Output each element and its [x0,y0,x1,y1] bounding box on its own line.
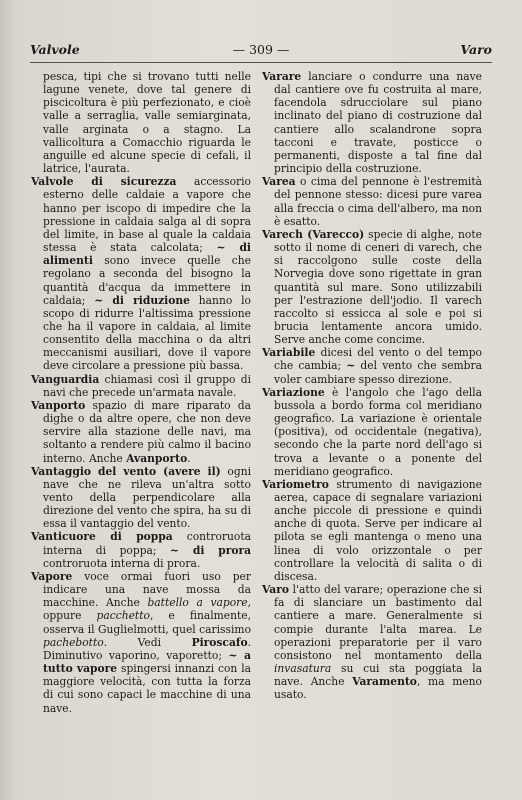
headword: Vanporto [31,398,86,412]
entry-varea: Varea o cima del pennone è l'estremità del pennone stesso: dicesi pure varea alla freccia o cima dell'albero, ma non è esatto. [262,175,482,228]
header-last-entry: Varo [460,42,492,57]
headword: Vantaggio del vento (avere il) [31,464,221,478]
entry-varech: Varech (Varecco) specie di alghe, note sotto il nome di ceneri di varech, che si raccolgono sulle coste della Norvegia dove sono rigettate in gran quantità sul mare. Sono utilizzabili per l'estrazione dell'jodio. Il varech raccolto si essicca al sole e poi si brucia lentamente ancora umido. Serve anche come concime. [262,227,482,347]
running-header [30,40,492,60]
entry-vantaggio: Vantaggio del vento (avere il) ogni nave che ne rileva un'altra sotto vento della perpendicolare alla direzione del vento che spira, ha su di essa il vantaggio del vento. [31,464,251,531]
headword: Varo [262,583,289,597]
entry-continuation: pesca, tipi che si trovano tutti nelle lagune venete, dove tal genere di piscicoltura è più perfezionato, e cioè valle a serraglia, valle semiarginata, valle arginata o a stagno. La vallicoltura a Comacchio riguarda le anguille ed alcune specie di cefali, il latrice, l'aurata. [43,70,251,176]
headword: Variometro [262,477,329,491]
headword: Varea [262,175,296,189]
headword: Varare [262,70,302,83]
cross-reference: Piroscafo [191,635,248,649]
headword: Vapore [31,569,73,583]
entry-vanporto: Vanporto spazio di mare riparato da dighe o da altre opere, che non deve servire alla stazione delle navi, ma soltanto a rendere più calmo il bacino interno. Anche Avanporto. [31,398,251,465]
subheadword: ~ di riduzione [94,293,190,307]
header-rule [30,62,492,63]
entry-valvole: Valvole di sicurezza accessorio esterno delle caldaie a vapore che hanno per iscopo di impedire che la pressione in caldaia salga al di sopra del limite, in base al quale la caldaia stessa è stata calcolata; ~ di alimenti sono invece quelle che regolano a seconda del bisogno la quantità d'acqua da immettere in caldaia; ~ di riduzione hanno lo scopo di ridurre l'altissima pressione che ha il vapore in caldaia, al limite consentito della macchina o da altri meccanismi ausiliari, dove il vapore deve circolare a pressione più bassa. [31,175,251,373]
headword: Varech (Varecco) [262,227,365,241]
subheadword: ~ di prora [170,543,252,557]
entry-vanguardia: Vanguardia chiamasi così il gruppo di navi che precede un'armata navale. [31,372,251,399]
left-column [31,70,251,715]
headword: Valvole di sicurezza [31,175,177,189]
entry-varo: Varo l'atto del varare; operazione che si fa di slanciare un bastimento dal cantiere a mare. Generalmente si compie durante l'alta marea. Le operazioni preparatorie per il varo consistono nel montamento della invasatura su cui sta poggiata la nave. Anche Varamento, ma meno usato. [262,583,482,702]
headword: Variabile [262,346,316,360]
headword: Vanticuore di poppa [31,530,173,544]
entry-variabile: Variabile dicesi del vento o del tempo che cambia; ~ del vento che sembra voler cambiare spesso direzione. [262,346,482,386]
entry-varare: Varare lanciare o condurre una nave dal cantiere ove fu costruita al mare, facendola sdrucciolare sul piano inclinato del piano di costruzione dal cantiere allo scalandrone sopra tacconi e travate, posticce o permanenti, disposte a tal fine dal principio della costruzione. [262,70,482,176]
entry-vanticuore: Vanticuore di poppa controruota interna di poppa; ~ di prora controruota interna di prora. [31,530,252,570]
subheadword: ~ di alimenti [43,241,251,268]
entry-vapore: Vapore voce ormai fuori uso per indicare una nave mossa da macchine. Anche battello a vapore, oppure pacchetto, e finalmente, osserva il Guglielmotti, quel carissimo pachebotto. Vedi Piroscafo. Diminutivo vaporino, vaporetto; ~ a tutto vapore spingersi innanzi con la maggiore velocità, con tutta la forza di cui sono capaci le macchine di una nave. [31,569,251,715]
entry-variometro: Variometro strumento di navigazione aerea, capace di segnalare variazioni anche piccole di pressione e quindi anche di quota. Serve per indicare al pilota se egli mantenga o meno una linea di volo orizzontale o per controllare la velocità di salita o di discesa. [262,477,482,583]
right-column [262,70,482,702]
headword: Variazione [262,385,325,399]
subheadword: ~ [346,359,356,373]
entry-variazione: Variazione è l'angolo che l'ago della bussola a bordo forma col meridiano geografico. La variazione è orientale (positiva), od occidentale (negativa), secondo che la parte nord dell'ago si trova a levante o a ponente del meridiano geografico. [262,385,482,478]
page-number: — 309 — [232,42,290,57]
header-first-entry: Valvole [30,42,80,57]
cross-reference: Varamento [352,675,417,689]
subheadword: ~ a tutto vapore [43,648,251,676]
cross-reference: Avanporto [126,451,188,465]
headword: Vanguardia [31,372,100,386]
